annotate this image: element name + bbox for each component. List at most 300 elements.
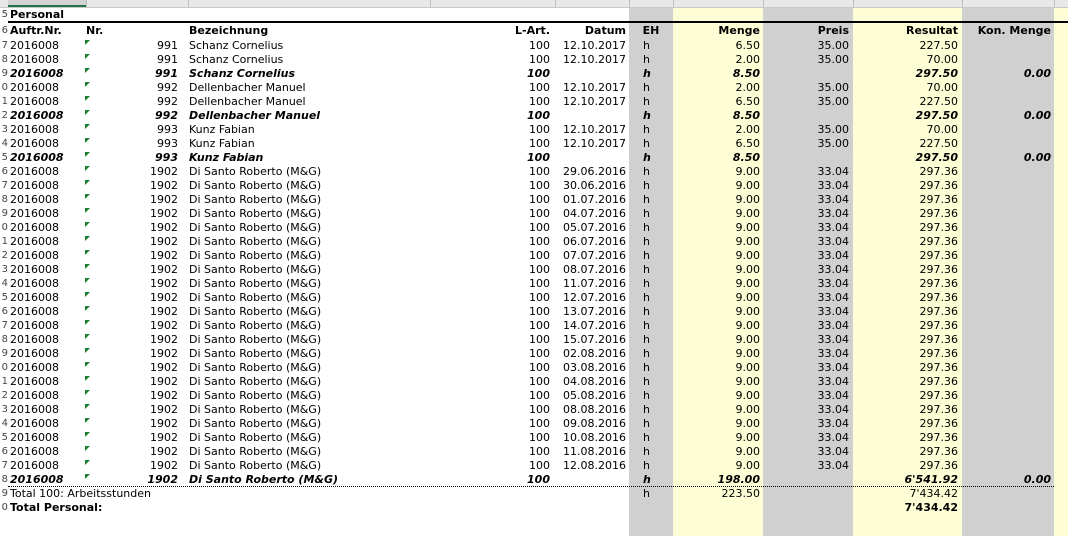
total-label[interactable]: Total 100: Arbeitsstunden xyxy=(10,487,151,500)
cell-datum[interactable]: 06.07.2016 xyxy=(563,235,626,248)
cell-nr[interactable]: 1902 xyxy=(150,277,178,290)
cell-kon[interactable] xyxy=(962,459,1051,473)
cell-kon[interactable] xyxy=(962,165,1051,179)
cell-eh[interactable]: h xyxy=(643,165,650,178)
cell-menge[interactable]: 9.00 xyxy=(735,431,760,444)
cell-nr[interactable]: 1902 xyxy=(150,193,178,206)
cell-preis[interactable]: 33.04 xyxy=(817,165,849,178)
row-number[interactable]: 3 xyxy=(1,404,8,415)
cell-lart[interactable]: 100 xyxy=(529,263,550,276)
cell-lart[interactable]: 100 xyxy=(529,375,550,388)
cell-kon[interactable] xyxy=(962,291,1051,305)
row-number[interactable]: 0 xyxy=(1,82,8,93)
cell-preis[interactable]: 33.04 xyxy=(817,249,849,262)
cell-kon[interactable] xyxy=(962,53,1051,67)
cell-eh[interactable]: h xyxy=(643,473,651,486)
cell-preis[interactable]: 33.04 xyxy=(817,333,849,346)
header-preis[interactable]: Preis xyxy=(817,24,849,37)
cell-nr[interactable]: 992 xyxy=(155,109,178,122)
cell-eh[interactable]: h xyxy=(643,291,650,304)
row-number[interactable]: 6 xyxy=(1,306,8,317)
cell-datum[interactable]: 14.07.2016 xyxy=(563,319,626,332)
cell-auftr[interactable]: 2016008 xyxy=(10,375,59,388)
cell-resultat[interactable]: 70.00 xyxy=(926,123,958,136)
data-row[interactable] xyxy=(0,221,1068,235)
cell-bez[interactable]: Di Santo Roberto (M&G) xyxy=(189,249,322,262)
cell-menge[interactable]: 9.00 xyxy=(735,375,760,388)
cell-datum[interactable]: 30.06.2016 xyxy=(563,179,626,192)
cell-nr[interactable]: 993 xyxy=(157,123,178,136)
cell-datum[interactable]: 07.07.2016 xyxy=(563,249,626,262)
header-lart[interactable]: L-Art. xyxy=(515,24,550,37)
cell-lart[interactable]: 100 xyxy=(529,445,550,458)
cell-resultat[interactable]: 297.36 xyxy=(919,361,958,374)
cell-menge[interactable]: 9.00 xyxy=(735,263,760,276)
cell-eh[interactable]: h xyxy=(643,389,650,402)
cell-resultat[interactable]: 297.36 xyxy=(919,291,958,304)
cell-menge[interactable]: 6.50 xyxy=(735,95,760,108)
data-row[interactable] xyxy=(0,81,1068,95)
cell-lart[interactable]: 100 xyxy=(529,95,550,108)
total-resultat[interactable]: 7'434.42 xyxy=(909,487,958,500)
cell-menge[interactable]: 9.00 xyxy=(735,221,760,234)
row-number[interactable]: 1 xyxy=(1,376,8,387)
cell-bez[interactable]: Kunz Fabian xyxy=(189,123,255,136)
data-row[interactable] xyxy=(0,375,1068,389)
cell-preis[interactable]: 33.04 xyxy=(817,263,849,276)
cell-datum[interactable]: 04.07.2016 xyxy=(563,207,626,220)
cell-bez[interactable]: Di Santo Roberto (M&G) xyxy=(189,193,322,206)
cell-kon[interactable] xyxy=(962,347,1051,361)
cell-eh[interactable]: h xyxy=(643,249,650,262)
cell-preis[interactable]: 33.04 xyxy=(817,445,849,458)
subtotal-row[interactable] xyxy=(0,151,1068,165)
cell-menge[interactable]: 8.50 xyxy=(732,67,760,80)
cell-bez[interactable]: Dellenbacher Manuel xyxy=(189,95,306,108)
cell-resultat[interactable]: 297.36 xyxy=(919,277,958,290)
cell-resultat[interactable]: 297.36 xyxy=(919,221,958,234)
cell-preis[interactable] xyxy=(763,109,849,123)
row-number[interactable]: 9 xyxy=(1,348,8,359)
cell-bez[interactable]: Di Santo Roberto (M&G) xyxy=(189,207,322,220)
cell-eh[interactable]: h xyxy=(643,109,651,122)
row-number[interactable]: 0 xyxy=(1,222,8,233)
row-number[interactable]: 4 xyxy=(1,418,8,429)
cell-lart[interactable]: 100 xyxy=(529,249,550,262)
cell-nr[interactable]: 991 xyxy=(155,67,178,80)
cell-preis[interactable]: 33.04 xyxy=(817,459,849,472)
cell-datum[interactable] xyxy=(558,473,626,487)
cell-lart[interactable]: 100 xyxy=(529,221,550,234)
grand-total-row[interactable] xyxy=(0,501,1068,515)
cell-lart[interactable]: 100 xyxy=(529,361,550,374)
section-title[interactable]: Personal xyxy=(10,8,65,21)
cell-eh[interactable]: h xyxy=(643,179,650,192)
cell-lart[interactable]: 100 xyxy=(529,277,550,290)
cell-eh[interactable]: h xyxy=(643,277,650,290)
cell-resultat[interactable]: 297.36 xyxy=(919,445,958,458)
cell-bez[interactable]: Di Santo Roberto (M&G) xyxy=(189,389,322,402)
cell-auftr[interactable]: 2016008 xyxy=(10,473,64,486)
data-row[interactable] xyxy=(0,431,1068,445)
data-row[interactable] xyxy=(0,417,1068,431)
cell-auftr[interactable]: 2016008 xyxy=(10,347,59,360)
row-number[interactable]: 5 xyxy=(1,152,8,163)
cell-bez[interactable]: Di Santo Roberto (M&G) xyxy=(189,417,322,430)
cell-preis[interactable]: 33.04 xyxy=(817,417,849,430)
cell-nr[interactable]: 1902 xyxy=(150,249,178,262)
data-row[interactable] xyxy=(0,39,1068,53)
cell-lart[interactable]: 100 xyxy=(527,109,550,122)
cell-bez[interactable]: Di Santo Roberto (M&G) xyxy=(189,347,322,360)
cell-eh[interactable]: h xyxy=(643,39,650,52)
cell-lart[interactable]: 100 xyxy=(529,235,550,248)
cell-menge[interactable]: 2.00 xyxy=(735,53,760,66)
cell-bez[interactable]: Di Santo Roberto (M&G) xyxy=(189,459,322,472)
subtotal-row[interactable] xyxy=(0,67,1068,81)
cell-resultat[interactable]: 6'541.92 xyxy=(904,473,958,486)
cell-nr[interactable]: 1902 xyxy=(147,473,178,486)
cell-datum[interactable] xyxy=(558,151,626,165)
cell-nr[interactable]: 1902 xyxy=(150,459,178,472)
cell-lart[interactable]: 100 xyxy=(529,431,550,444)
data-row[interactable] xyxy=(0,319,1068,333)
cell-lart[interactable]: 100 xyxy=(529,305,550,318)
cell-datum[interactable]: 04.08.2016 xyxy=(563,375,626,388)
cell-lart[interactable]: 100 xyxy=(529,417,550,430)
cell-kon[interactable]: 0.00 xyxy=(1023,151,1051,164)
cell-auftr[interactable]: 2016008 xyxy=(10,305,59,318)
cell-datum[interactable]: 05.08.2016 xyxy=(563,389,626,402)
cell-auftr[interactable]: 2016008 xyxy=(10,95,59,108)
cell-nr[interactable]: 1902 xyxy=(150,347,178,360)
grand-total-resultat[interactable]: 7'434.42 xyxy=(904,501,958,514)
cell-kon[interactable] xyxy=(962,137,1051,151)
data-row[interactable] xyxy=(0,123,1068,137)
total-menge[interactable]: 223.50 xyxy=(721,487,760,500)
row-number[interactable]: 2 xyxy=(1,110,8,121)
cell-resultat[interactable]: 227.50 xyxy=(919,137,958,150)
cell-bez[interactable]: Di Santo Roberto (M&G) xyxy=(189,291,322,304)
cell-datum[interactable]: 10.08.2016 xyxy=(563,431,626,444)
cell-nr[interactable]: 1902 xyxy=(150,291,178,304)
row-number[interactable]: 7 xyxy=(1,180,8,191)
cell-menge[interactable]: 9.00 xyxy=(735,403,760,416)
cell-auftr[interactable]: 2016008 xyxy=(10,81,59,94)
cell-menge[interactable]: 9.00 xyxy=(735,165,760,178)
cell-menge[interactable]: 9.00 xyxy=(735,235,760,248)
cell-eh[interactable]: h xyxy=(643,417,650,430)
cell-resultat[interactable]: 227.50 xyxy=(919,95,958,108)
cell-auftr[interactable]: 2016008 xyxy=(10,361,59,374)
cell-auftr[interactable]: 2016008 xyxy=(10,403,59,416)
data-row[interactable] xyxy=(0,445,1068,459)
cell-datum[interactable]: 15.07.2016 xyxy=(563,333,626,346)
cell-nr[interactable]: 1902 xyxy=(150,179,178,192)
cell-preis[interactable]: 33.04 xyxy=(817,347,849,360)
cell-eh[interactable]: h xyxy=(643,67,651,80)
cell-resultat[interactable]: 297.36 xyxy=(919,403,958,416)
cell-bez[interactable]: Schanz Cornelius xyxy=(189,39,284,52)
cell-menge[interactable]: 8.50 xyxy=(732,151,760,164)
cell-auftr[interactable]: 2016008 xyxy=(10,291,59,304)
cell-resultat[interactable]: 297.36 xyxy=(919,235,958,248)
cell-lart[interactable]: 100 xyxy=(529,459,550,472)
cell-lart[interactable]: 100 xyxy=(529,53,550,66)
cell-nr[interactable]: 1902 xyxy=(150,403,178,416)
cell-menge[interactable]: 9.00 xyxy=(735,347,760,360)
cell-datum[interactable]: 12.10.2017 xyxy=(563,81,626,94)
cell-nr[interactable]: 1902 xyxy=(150,333,178,346)
cell-kon[interactable] xyxy=(962,319,1051,333)
cell-kon[interactable]: 0.00 xyxy=(1023,473,1051,486)
cell-kon[interactable] xyxy=(962,263,1051,277)
cell-menge[interactable]: 9.00 xyxy=(735,207,760,220)
cell-menge[interactable]: 6.50 xyxy=(735,39,760,52)
cell-preis[interactable]: 33.04 xyxy=(817,403,849,416)
cell-datum[interactable]: 08.08.2016 xyxy=(563,403,626,416)
cell-nr[interactable]: 1902 xyxy=(150,207,178,220)
cell-nr[interactable]: 992 xyxy=(157,81,178,94)
cell-auftr[interactable]: 2016008 xyxy=(10,67,64,80)
cell-lart[interactable]: 100 xyxy=(529,179,550,192)
cell-kon[interactable] xyxy=(962,403,1051,417)
cell-auftr[interactable]: 2016008 xyxy=(10,459,59,472)
cell-eh[interactable]: h xyxy=(643,123,650,136)
cell-auftr[interactable]: 2016008 xyxy=(10,39,59,52)
data-row[interactable] xyxy=(0,347,1068,361)
data-row[interactable] xyxy=(0,459,1068,473)
row-number[interactable]: 5 xyxy=(1,432,8,443)
cell-auftr[interactable]: 2016008 xyxy=(10,235,59,248)
cell-datum[interactable]: 09.08.2016 xyxy=(563,417,626,430)
row-number[interactable]: 0 xyxy=(1,502,8,513)
cell-bez[interactable]: Di Santo Roberto (M&G) xyxy=(189,165,322,178)
cell-resultat[interactable]: 70.00 xyxy=(926,81,958,94)
cell-preis[interactable]: 33.04 xyxy=(817,235,849,248)
cell-preis[interactable] xyxy=(763,67,849,81)
cell-nr[interactable]: 1902 xyxy=(150,263,178,276)
cell-nr[interactable]: 1902 xyxy=(150,445,178,458)
cell-datum[interactable]: 05.07.2016 xyxy=(563,221,626,234)
cell-auftr[interactable]: 2016008 xyxy=(10,445,59,458)
cell-lart[interactable]: 100 xyxy=(529,347,550,360)
cell-kon[interactable] xyxy=(962,235,1051,249)
data-row[interactable] xyxy=(0,361,1068,375)
cell-eh[interactable]: h xyxy=(643,263,650,276)
row-number[interactable]: 6 xyxy=(1,446,8,457)
cell-datum[interactable]: 11.08.2016 xyxy=(563,445,626,458)
cell-resultat[interactable]: 297.36 xyxy=(919,333,958,346)
cell-nr[interactable]: 993 xyxy=(155,151,178,164)
cell-preis[interactable]: 35.00 xyxy=(817,53,849,66)
data-row[interactable] xyxy=(0,389,1068,403)
cell-auftr[interactable]: 2016008 xyxy=(10,151,64,164)
data-row[interactable] xyxy=(0,53,1068,67)
cell-auftr[interactable]: 2016008 xyxy=(10,417,59,430)
row-number[interactable]: 6 xyxy=(1,166,8,177)
row-number[interactable]: 5 xyxy=(1,9,8,20)
cell-resultat[interactable]: 297.36 xyxy=(919,459,958,472)
cell-nr[interactable]: 991 xyxy=(157,39,178,52)
cell-menge[interactable]: 9.00 xyxy=(735,417,760,430)
cell-lart[interactable]: 100 xyxy=(527,67,550,80)
cell-auftr[interactable]: 2016008 xyxy=(10,389,59,402)
cell-nr[interactable]: 1902 xyxy=(150,361,178,374)
cell-resultat[interactable]: 297.36 xyxy=(919,375,958,388)
row-number[interactable]: 9 xyxy=(1,68,8,79)
cell-kon[interactable] xyxy=(962,193,1051,207)
cell-preis[interactable]: 33.04 xyxy=(817,305,849,318)
header-nr[interactable]: Nr. xyxy=(86,24,104,37)
cell-datum[interactable]: 01.07.2016 xyxy=(563,193,626,206)
cell-menge[interactable]: 2.00 xyxy=(735,81,760,94)
cell-menge[interactable]: 6.50 xyxy=(735,137,760,150)
cell-eh[interactable]: h xyxy=(643,319,650,332)
cell-menge[interactable]: 2.00 xyxy=(735,123,760,136)
cell-resultat[interactable]: 297.36 xyxy=(919,179,958,192)
cell-bez[interactable]: Di Santo Roberto (M&G) xyxy=(189,305,322,318)
cell-menge[interactable]: 9.00 xyxy=(735,193,760,206)
cell-resultat[interactable]: 297.36 xyxy=(919,165,958,178)
cell-bez[interactable]: Di Santo Roberto (M&G) xyxy=(189,375,322,388)
cell-bez[interactable]: Di Santo Roberto (M&G) xyxy=(189,235,322,248)
row-number[interactable]: 1 xyxy=(1,236,8,247)
cell-lart[interactable]: 100 xyxy=(529,291,550,304)
cell-kon[interactable] xyxy=(962,81,1051,95)
cell-eh[interactable]: h xyxy=(643,305,650,318)
row-number[interactable]: 5 xyxy=(1,292,8,303)
row-number[interactable]: 7 xyxy=(1,40,8,51)
cell-resultat[interactable]: 297.36 xyxy=(919,347,958,360)
total-row[interactable] xyxy=(0,487,1068,501)
cell-lart[interactable]: 100 xyxy=(529,333,550,346)
cell-auftr[interactable]: 2016008 xyxy=(10,221,59,234)
cell-kon[interactable] xyxy=(962,123,1051,137)
cell-resultat[interactable]: 297.36 xyxy=(919,417,958,430)
cell-preis[interactable]: 33.04 xyxy=(817,319,849,332)
cell-auftr[interactable]: 2016008 xyxy=(10,109,64,122)
section-title-row[interactable] xyxy=(0,8,1068,22)
cell-kon[interactable] xyxy=(962,221,1051,235)
row-number[interactable]: 8 xyxy=(1,474,8,485)
cell-bez[interactable]: Di Santo Roberto (M&G) xyxy=(189,445,322,458)
cell-menge[interactable]: 9.00 xyxy=(735,291,760,304)
cell-kon[interactable] xyxy=(962,445,1051,459)
subtotal-row[interactable] xyxy=(0,473,1068,487)
cell-preis[interactable]: 33.04 xyxy=(817,389,849,402)
header-row[interactable] xyxy=(0,24,1068,38)
cell-resultat[interactable]: 297.50 xyxy=(915,151,958,164)
cell-lart[interactable]: 100 xyxy=(529,165,550,178)
cell-preis[interactable]: 33.04 xyxy=(817,179,849,192)
cell-nr[interactable]: 1902 xyxy=(150,165,178,178)
cell-eh[interactable]: h xyxy=(643,459,650,472)
cell-datum[interactable]: 12.10.2017 xyxy=(563,123,626,136)
cell-menge[interactable]: 9.00 xyxy=(735,389,760,402)
cell-kon[interactable]: 0.00 xyxy=(1023,67,1051,80)
cell-resultat[interactable]: 297.36 xyxy=(919,431,958,444)
cell-datum[interactable]: 12.07.2016 xyxy=(563,291,626,304)
cell-kon[interactable] xyxy=(962,417,1051,431)
header-datum[interactable]: Datum xyxy=(584,24,626,37)
cell-eh[interactable]: h xyxy=(643,193,650,206)
cell-eh[interactable]: h xyxy=(643,95,650,108)
cell-menge[interactable]: 198.00 xyxy=(717,473,760,486)
cell-preis[interactable] xyxy=(763,151,849,165)
data-row[interactable] xyxy=(0,249,1068,263)
cell-auftr[interactable]: 2016008 xyxy=(10,165,59,178)
row-number[interactable]: 2 xyxy=(1,390,8,401)
cell-nr[interactable]: 992 xyxy=(157,95,178,108)
cell-datum[interactable]: 03.08.2016 xyxy=(563,361,626,374)
row-number[interactable]: 3 xyxy=(1,124,8,135)
cell-bez[interactable]: Schanz Cornelius xyxy=(189,67,296,80)
cell-auftr[interactable]: 2016008 xyxy=(10,179,59,192)
cell-datum[interactable]: 12.10.2017 xyxy=(563,137,626,150)
cell-bez[interactable]: Kunz Fabian xyxy=(189,137,255,150)
cell-auftr[interactable]: 2016008 xyxy=(10,333,59,346)
cell-auftr[interactable]: 2016008 xyxy=(10,319,59,332)
cell-menge[interactable]: 9.00 xyxy=(735,305,760,318)
cell-eh[interactable]: h xyxy=(643,431,650,444)
cell-kon[interactable] xyxy=(962,95,1051,109)
row-number[interactable]: 4 xyxy=(1,138,8,149)
cell-menge[interactable]: 9.00 xyxy=(735,179,760,192)
cell-datum[interactable]: 13.07.2016 xyxy=(563,305,626,318)
cell-preis[interactable] xyxy=(763,473,849,487)
data-row[interactable] xyxy=(0,403,1068,417)
cell-kon[interactable] xyxy=(962,305,1051,319)
cell-eh[interactable]: h xyxy=(643,207,650,220)
cell-nr[interactable]: 1902 xyxy=(150,431,178,444)
cell-lart[interactable]: 100 xyxy=(529,39,550,52)
cell-datum[interactable]: 12.10.2017 xyxy=(563,95,626,108)
cell-menge[interactable]: 9.00 xyxy=(735,445,760,458)
cell-lart[interactable]: 100 xyxy=(529,389,550,402)
cell-bez[interactable]: Di Santo Roberto (M&G) xyxy=(189,333,322,346)
cell-bez[interactable]: Dellenbacher Manuel xyxy=(189,81,306,94)
header-resultat[interactable]: Resultat xyxy=(905,24,958,37)
cell-preis[interactable]: 33.04 xyxy=(817,221,849,234)
cell-bez[interactable]: Di Santo Roberto (M&G) xyxy=(189,403,322,416)
row-number[interactable]: 2 xyxy=(1,250,8,261)
cell-nr[interactable]: 1902 xyxy=(150,221,178,234)
cell-bez[interactable]: Di Santo Roberto (M&G) xyxy=(189,361,322,374)
cell-datum[interactable] xyxy=(558,109,626,123)
cell-menge[interactable]: 9.00 xyxy=(735,361,760,374)
cell-bez[interactable]: Di Santo Roberto (M&G) xyxy=(189,431,322,444)
cell-auftr[interactable]: 2016008 xyxy=(10,431,59,444)
cell-resultat[interactable]: 297.36 xyxy=(919,263,958,276)
data-row[interactable] xyxy=(0,277,1068,291)
cell-bez[interactable]: Di Santo Roberto (M&G) xyxy=(189,473,339,486)
row-number[interactable]: 9 xyxy=(1,208,8,219)
cell-preis[interactable]: 35.00 xyxy=(817,137,849,150)
cell-resultat[interactable]: 297.36 xyxy=(919,249,958,262)
cell-lart[interactable]: 100 xyxy=(529,319,550,332)
cell-preis[interactable]: 33.04 xyxy=(817,431,849,444)
cell-resultat[interactable]: 227.50 xyxy=(919,39,958,52)
cell-eh[interactable]: h xyxy=(643,347,650,360)
cell-nr[interactable]: 1902 xyxy=(150,417,178,430)
data-row[interactable] xyxy=(0,193,1068,207)
row-number[interactable]: 6 xyxy=(1,25,8,36)
cell-auftr[interactable]: 2016008 xyxy=(10,207,59,220)
cell-datum[interactable]: 29.06.2016 xyxy=(563,165,626,178)
cell-lart[interactable]: 100 xyxy=(529,403,550,416)
row-number[interactable]: 8 xyxy=(1,194,8,205)
